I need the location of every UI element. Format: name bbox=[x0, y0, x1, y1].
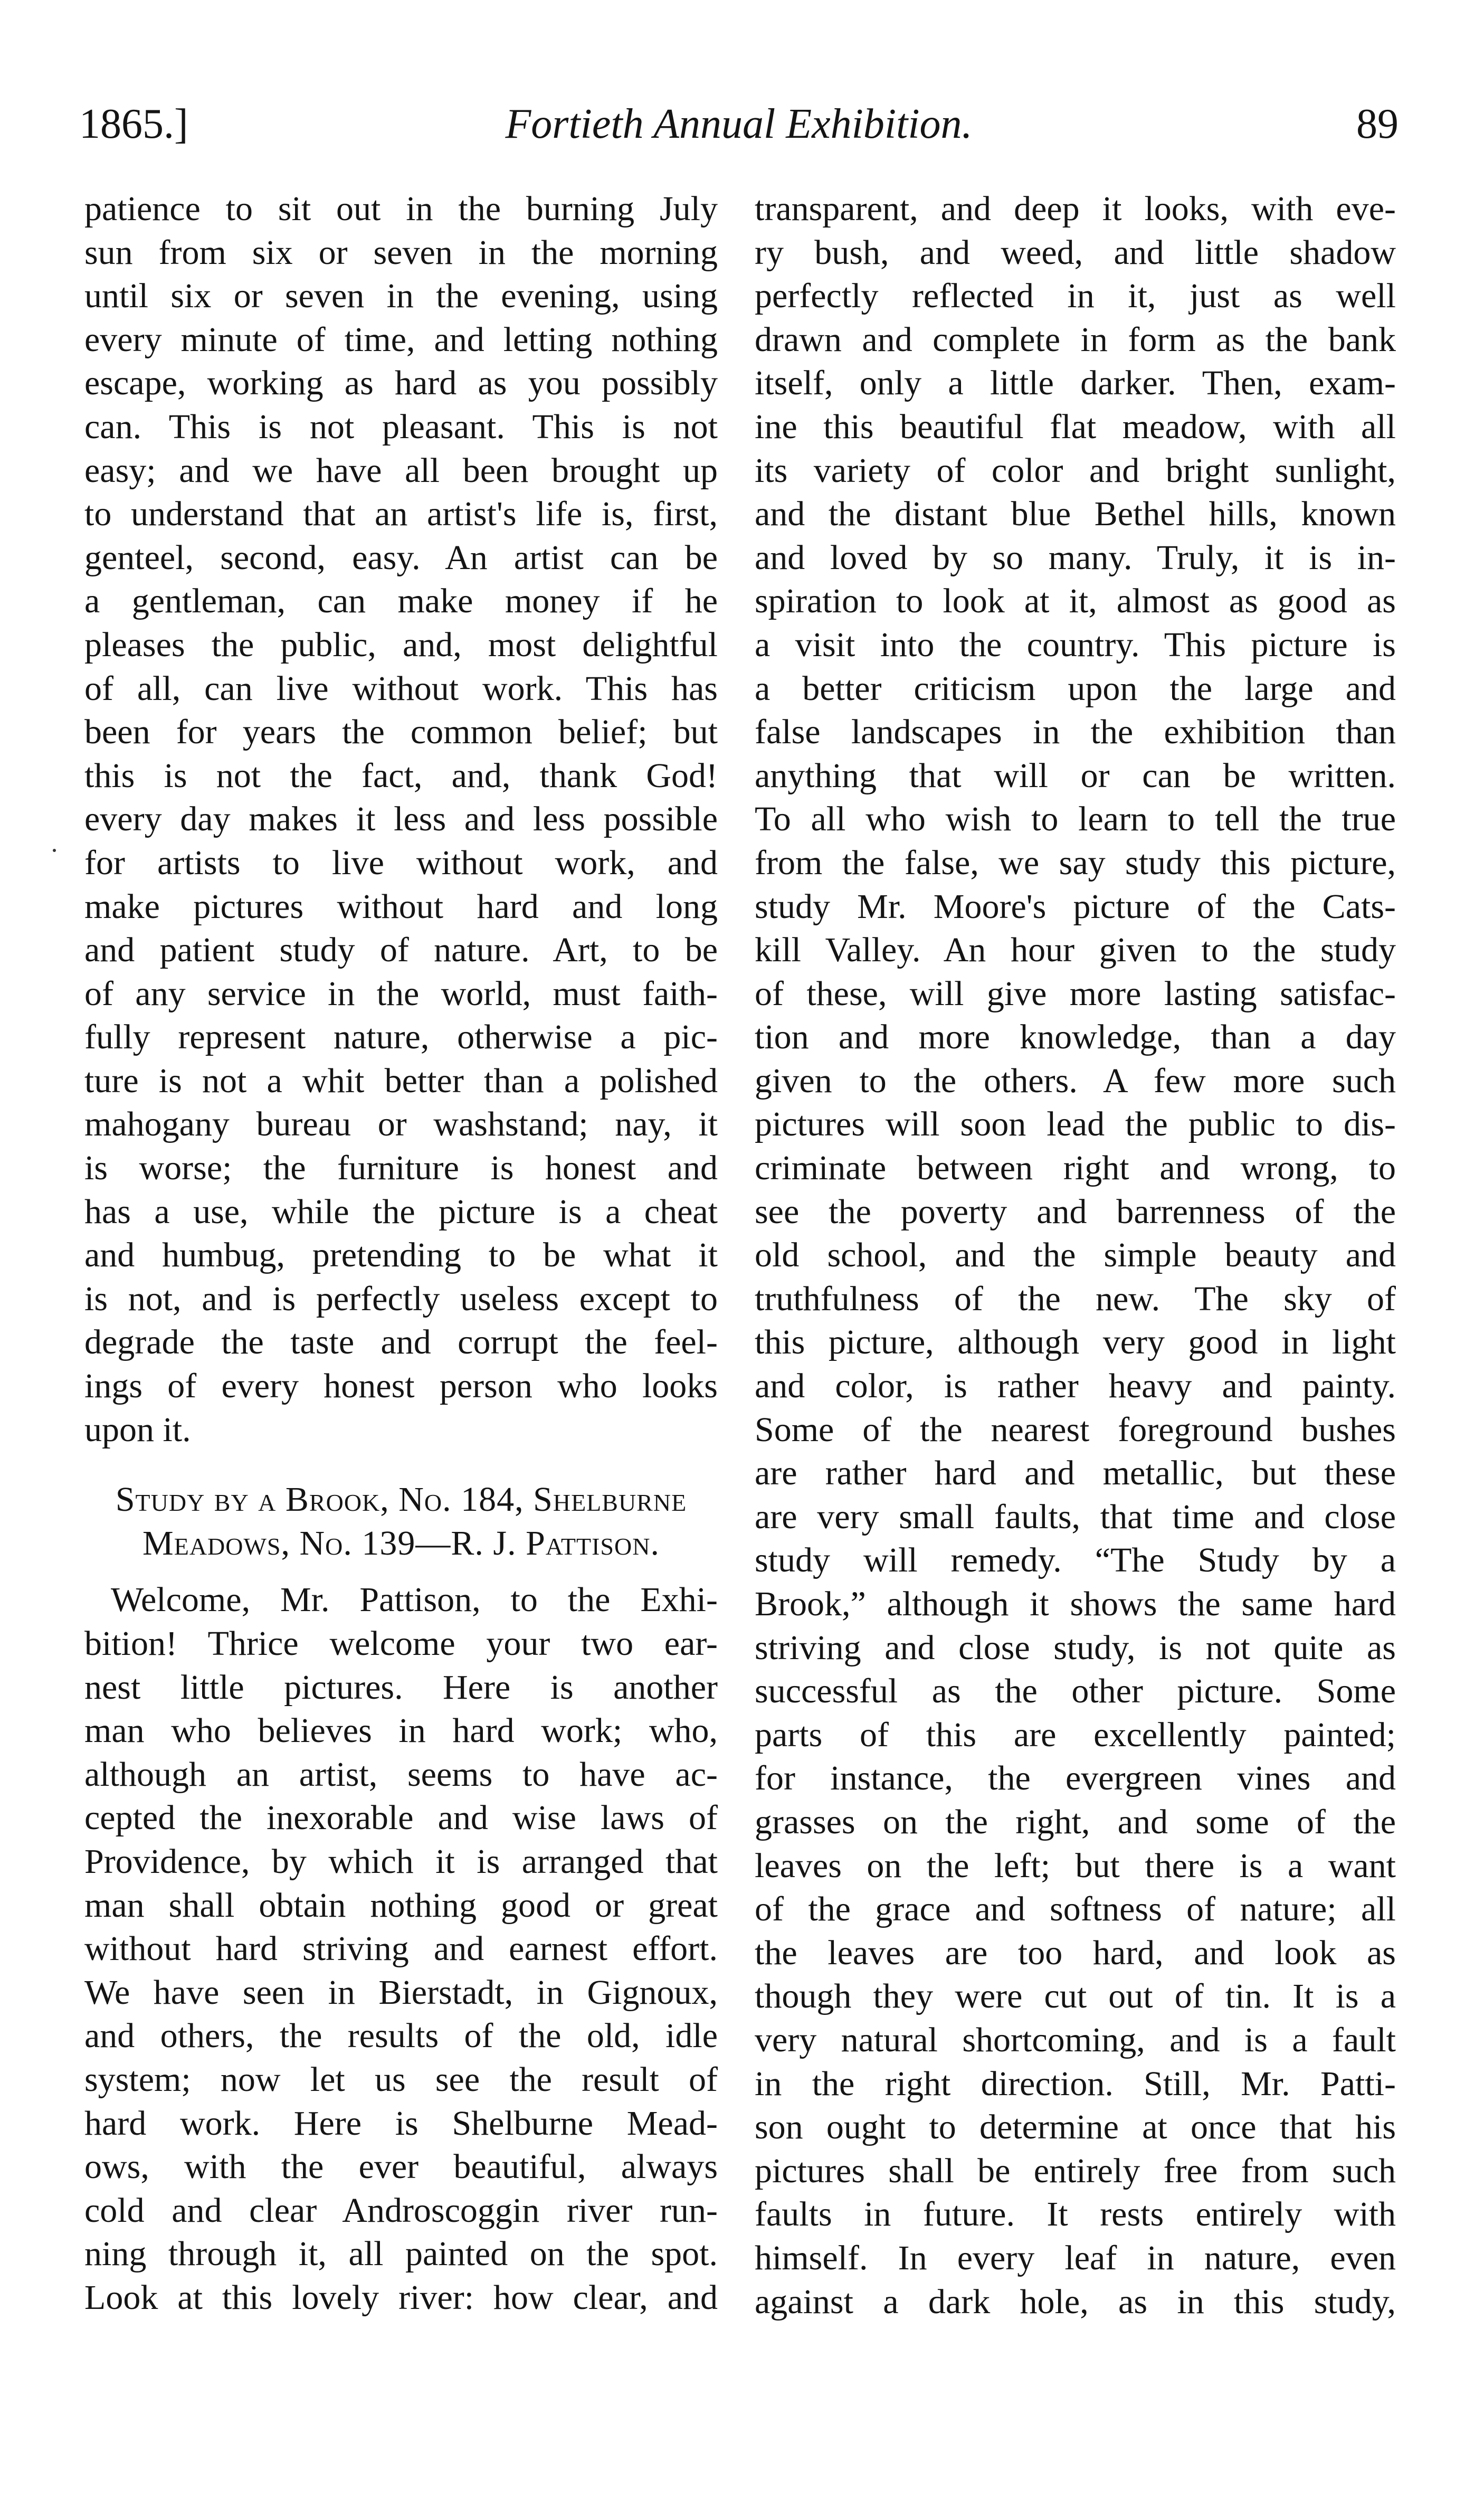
text-line: and humbug, pretending to be what it bbox=[84, 1236, 718, 1275]
text-line: for artists to live without work, and bbox=[84, 843, 718, 882]
text-line: tion and more knowledge, than a day bbox=[755, 1018, 1396, 1057]
text-line: are rather hard and metallic, but these bbox=[755, 1454, 1396, 1493]
header-year: 1865.] bbox=[79, 101, 188, 147]
text-line: see the poverty and barrenness of the bbox=[755, 1192, 1396, 1231]
text-line: given to the others. A few more such bbox=[755, 1061, 1396, 1100]
text-line: of the grace and softness of nature; all bbox=[755, 1890, 1396, 1929]
text-line: and the distant blue Bethel hills, known bbox=[755, 495, 1396, 534]
text-line: perfectly reflected in it, just as well bbox=[755, 277, 1396, 316]
text-line: cepted the inexorable and wise laws of bbox=[84, 1798, 718, 1838]
text-line: We have seen in Bierstadt, in Gignoux, bbox=[84, 1973, 718, 2012]
text-line: is not, and is perfectly useless except to bbox=[84, 1279, 718, 1318]
text-line: although an artist, seems to have ac- bbox=[84, 1755, 718, 1794]
text-line: man who believes in hard work; who, bbox=[84, 1711, 718, 1750]
text-line: make pictures without hard and long bbox=[84, 887, 718, 926]
text-line: easy; and we have all been brought up bbox=[84, 451, 718, 490]
text-line: this is not the fact, and, thank God! bbox=[84, 756, 718, 795]
text-line: escape, working as hard as you possibly bbox=[84, 364, 718, 403]
heading-line: Meadows, No. 139—R. J. Pattison. bbox=[142, 1523, 660, 1563]
text-line: son ought to determine at once that his bbox=[755, 2108, 1396, 2147]
running-header bbox=[79, 103, 1399, 166]
text-line: itself, only a little darker. Then, exam- bbox=[755, 364, 1396, 403]
page-number: 89 bbox=[1356, 101, 1399, 147]
text-line: of these, will give more lasting satisfac- bbox=[755, 974, 1396, 1013]
text-line: ning through it, all painted on the spot. bbox=[84, 2235, 718, 2274]
text-line: in the right direction. Still, Mr. Patti- bbox=[755, 2064, 1396, 2103]
text-line: fully represent nature, otherwise a pic- bbox=[84, 1018, 718, 1057]
text-line: can. This is not pleasant. This is not bbox=[84, 407, 718, 446]
text-line: ine this beautiful flat meadow, with all bbox=[755, 407, 1396, 446]
text-line: system; now let us see the result of bbox=[84, 2060, 718, 2099]
text-line: Providence, by which it is arranged that bbox=[84, 1842, 718, 1881]
text-line: against a dark hole, as in this study, bbox=[755, 2282, 1396, 2321]
text-line: pleases the public, and, most delightful bbox=[84, 625, 718, 664]
text-line: of any service in the world, must faith- bbox=[84, 974, 718, 1013]
text-line: this picture, although very good in light bbox=[755, 1323, 1396, 1362]
text-line: faults in future. It rests entirely with bbox=[755, 2195, 1396, 2234]
paragraph-continued bbox=[84, 187, 718, 1452]
text-line: are very small faults, that time and close bbox=[755, 1497, 1396, 1536]
text-line: Welcome, Mr. Pattison, to the Exhi- bbox=[111, 1580, 718, 1620]
text-line: ture is not a whit better than a polished bbox=[84, 1061, 718, 1100]
text-line: parts of this are excellently painted; bbox=[755, 1715, 1396, 1754]
text-line: false landscapes in the exhibition than bbox=[755, 713, 1396, 752]
header-title: Fortieth Annual Exhibition. bbox=[505, 101, 973, 147]
text-line: from the false, we say study this picture, bbox=[755, 843, 1396, 882]
text-line: its variety of color and bright sunlight, bbox=[755, 451, 1396, 490]
text-line: and patient study of nature. Art, to be bbox=[84, 931, 718, 970]
margin-mark bbox=[53, 849, 56, 852]
text-line: is worse; the furniture is honest and bbox=[84, 1149, 718, 1188]
text-line: a gentleman, can make money if he bbox=[84, 582, 718, 621]
text-line: study will remedy. “The Study by a bbox=[755, 1541, 1396, 1580]
text-line: a better criticism upon the large and bbox=[755, 669, 1396, 708]
text-line: mahogany bureau or washstand; nay, it bbox=[84, 1105, 718, 1144]
text-line: ings of every honest person who looks bbox=[84, 1367, 718, 1406]
text-line: striving and close study, is not quite as bbox=[755, 1628, 1396, 1667]
paragraph-gap bbox=[84, 1452, 718, 1478]
text-line: until six or seven in the evening, using bbox=[84, 277, 718, 316]
text-line: spiration to look at it, almost as good as bbox=[755, 582, 1396, 621]
text-line: of all, can live without work. This has bbox=[84, 669, 718, 708]
text-line: without hard striving and earnest effort. bbox=[84, 1929, 718, 1968]
text-line: study Mr. Moore's picture of the Cats- bbox=[755, 887, 1396, 926]
text-line: hard work. Here is Shelburne Mead- bbox=[84, 2104, 718, 2143]
text-line: a visit into the country. This picture is bbox=[755, 625, 1396, 664]
paragraph-continued-right bbox=[755, 187, 1396, 2324]
text-line: pictures will soon lead the public to dis- bbox=[755, 1105, 1396, 1144]
text-line: Brook,” although it shows the same hard bbox=[755, 1585, 1396, 1623]
text-line: to understand that an artist's life is, first, bbox=[84, 495, 718, 534]
text-line: bition! Thrice welcome your two ear- bbox=[84, 1624, 718, 1663]
section-heading bbox=[84, 1478, 718, 1565]
text-line: genteel, second, easy. An artist can be bbox=[84, 538, 718, 577]
text-line: anything that will or can be written. bbox=[755, 756, 1396, 795]
heading-line: Study by a Brook, No. 184, Shelburne bbox=[115, 1480, 687, 1519]
text-line: sun from six or seven in the morning bbox=[84, 233, 718, 272]
text-line: man shall obtain nothing good or great bbox=[84, 1886, 718, 1925]
text-line: Some of the nearest foreground bushes bbox=[755, 1410, 1396, 1449]
text-line: degrade the taste and corrupt the feel- bbox=[84, 1323, 718, 1362]
paragraph-welcome bbox=[84, 1578, 718, 2319]
text-line: and others, the results of the old, idle bbox=[84, 2016, 718, 2056]
text-line: nest little pictures. Here is another bbox=[84, 1668, 718, 1707]
text-line: old school, and the simple beauty and bbox=[755, 1236, 1396, 1275]
text-line: and loved by so many. Truly, it is in- bbox=[755, 538, 1396, 577]
heading-gap bbox=[84, 1565, 718, 1578]
text-line: himself. In every leaf in nature, even bbox=[755, 2238, 1396, 2277]
left-column bbox=[84, 187, 718, 2320]
text-line: been for years the common belief; but bbox=[84, 713, 718, 752]
text-line: pictures shall be entirely free from such bbox=[755, 2151, 1396, 2190]
text-line: very natural shortcoming, and is a fault bbox=[755, 2020, 1396, 2059]
text-line: criminate between right and wrong, to bbox=[755, 1149, 1396, 1188]
text-line: for instance, the evergreen vines and bbox=[755, 1759, 1396, 1798]
text-line: successful as the other picture. Some bbox=[755, 1672, 1396, 1711]
text-line: ry bush, and weed, and little shadow bbox=[755, 233, 1396, 272]
text-line: transparent, and deep it looks, with eve- bbox=[755, 190, 1396, 228]
text-line: grasses on the right, and some of the bbox=[755, 1802, 1396, 1841]
text-line: upon it. bbox=[84, 1410, 191, 1449]
text-line: drawn and complete in form as the bank bbox=[755, 320, 1396, 359]
text-line: leaves on the left; but there is a want bbox=[755, 1846, 1396, 1885]
text-line: every day makes it less and less possible bbox=[84, 800, 718, 839]
text-line: and color, is rather heavy and painty. bbox=[755, 1367, 1396, 1406]
text-line: has a use, while the picture is a cheat bbox=[84, 1192, 718, 1231]
text-line: kill Valley. An hour given to the study bbox=[755, 931, 1396, 970]
text-line: the leaves are too hard, and look as bbox=[755, 1933, 1396, 1972]
text-line: To all who wish to learn to tell the true bbox=[755, 800, 1396, 839]
text-line: every minute of time, and letting nothing bbox=[84, 320, 718, 359]
text-line: Look at this lovely river: how clear, and bbox=[84, 2278, 718, 2317]
text-line: ows, with the ever beautiful, always bbox=[84, 2147, 718, 2186]
text-line: cold and clear Androscoggin river run- bbox=[84, 2191, 718, 2230]
text-line: patience to sit out in the burning July bbox=[84, 190, 718, 228]
right-column bbox=[755, 187, 1396, 2324]
text-line: truthfulness of the new. The sky of bbox=[755, 1279, 1396, 1318]
text-line: though they were cut out of tin. It is a bbox=[755, 1977, 1396, 2016]
